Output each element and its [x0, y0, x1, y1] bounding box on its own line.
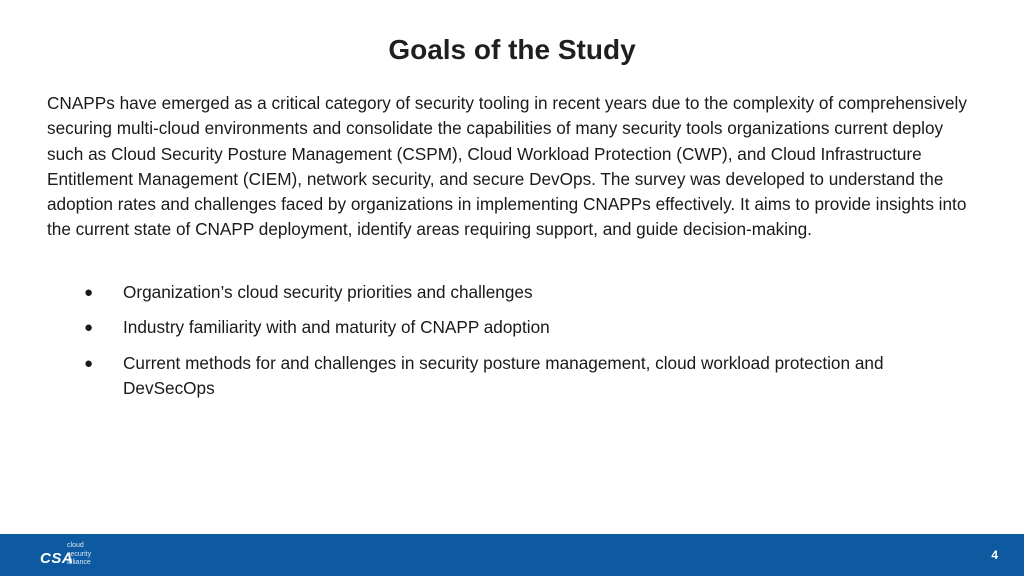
list-item: [0, 351, 953, 402]
bullet-icon: ●: [84, 284, 94, 301]
list-item: [0, 315, 953, 340]
logo-word: cloud: [67, 542, 84, 549]
logo-word: alliance: [67, 559, 91, 566]
logo-wordmark: [67, 542, 91, 568]
goals-list: [0, 280, 1024, 411]
page-number: 4: [991, 548, 998, 562]
bullet-icon: ●: [84, 319, 94, 337]
list-item-text: Organization’s cloud security priorities and challenges: [123, 282, 533, 302]
logo-mark: CSA: [40, 550, 74, 567]
list-item-text: Industry familiarity with and maturity of CNAPP adoption: [123, 317, 550, 338]
logo-word: security: [67, 550, 92, 558]
intro-paragraph: CNAPPs have emerged as a critical category of security tooling in recent years due to the complexity of comprehensively securing multi-cloud environments and consolidate the capabilities of many security tools organizations current deploy such as Cloud Security Posture Management (CSPM), Cloud Workload Protection (CWP), and Cloud Infrastructure Entitlement Management (CIEM), network security, and secure DevOps. The survey was developed to understand the adoption rates and challenges faced by organizations in implementing CNAPPs effectively. It aims to provide insights into the current state of CNAPP deployment, identify areas requiring support, and guide decision-making.: [47, 93, 967, 240]
list-item-text: Current methods for and challenges in security posture management, cloud workload protection and DevSecOps: [123, 352, 884, 398]
footer-bar: [0, 534, 1024, 576]
csa-logo: [40, 541, 120, 571]
list-item: [0, 280, 953, 305]
slide-title: Goals of the Study: [388, 34, 636, 65]
bullet-icon: ●: [84, 354, 94, 372]
